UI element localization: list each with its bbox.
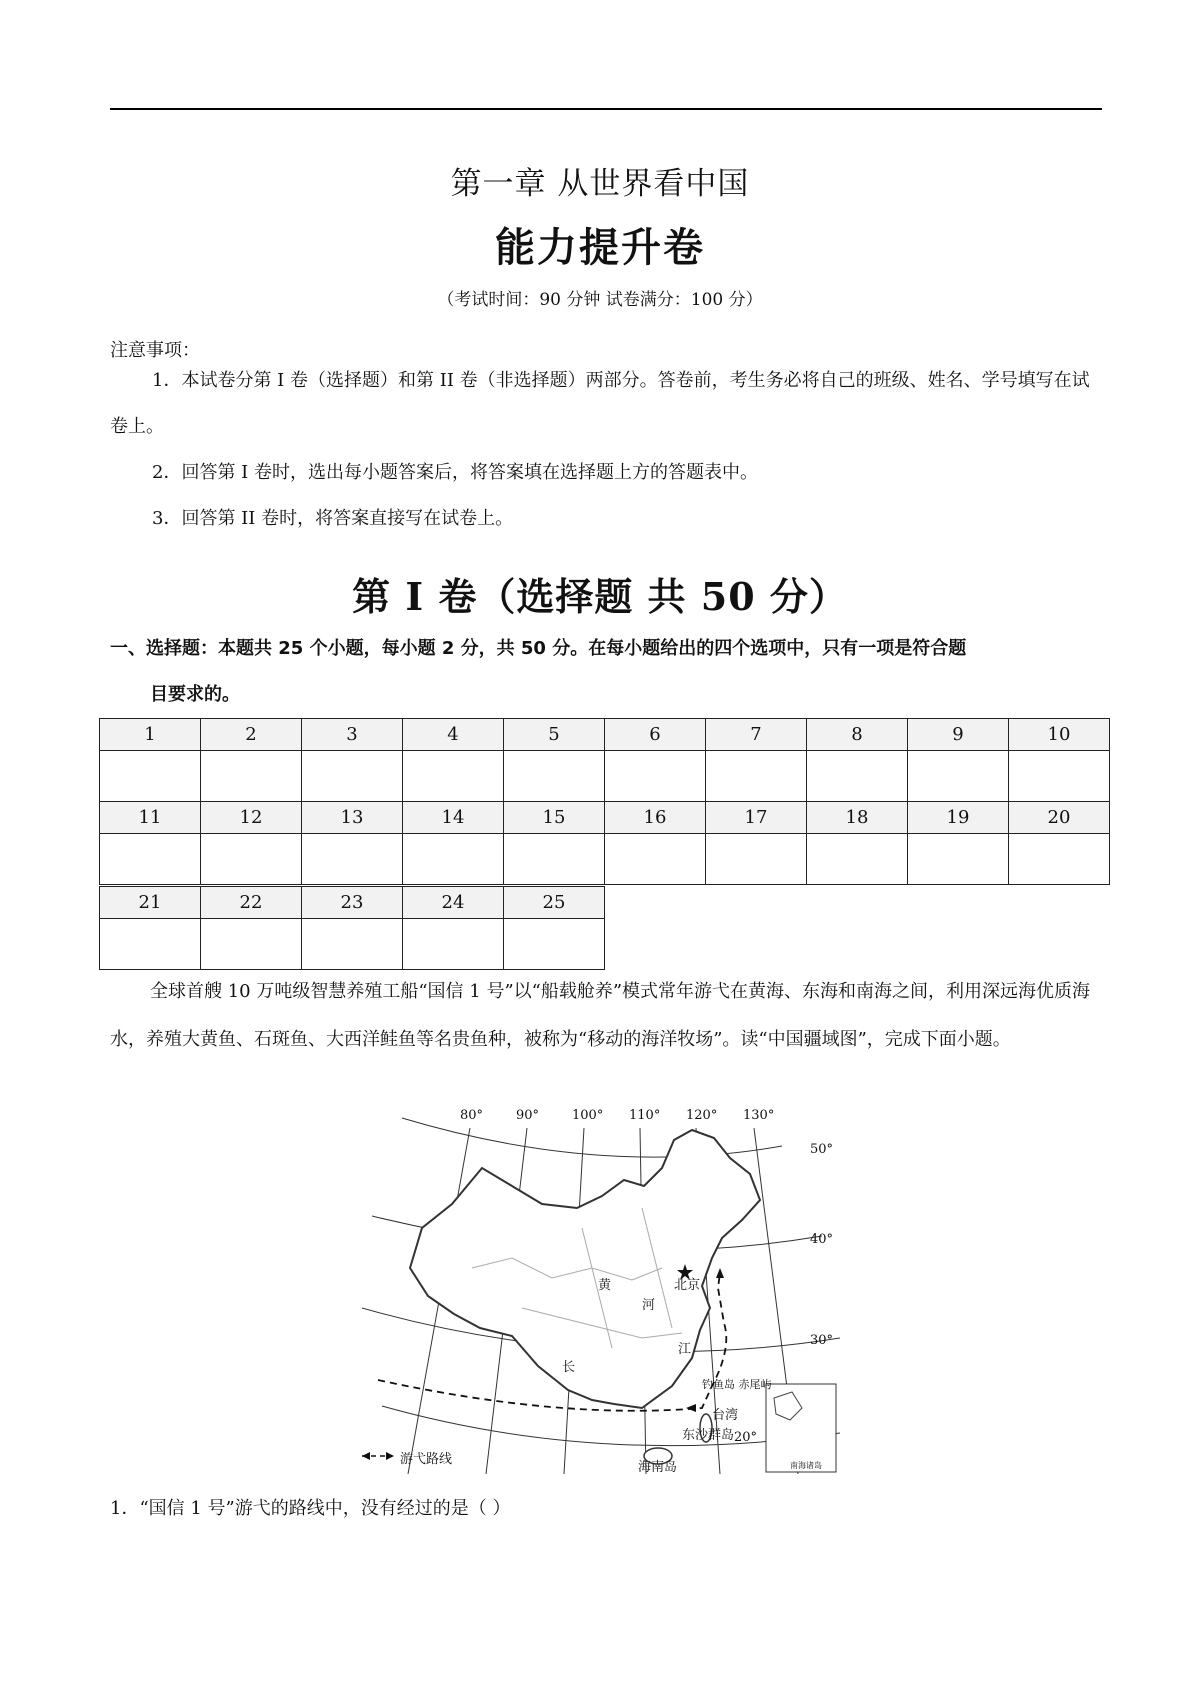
section-title: 第 I 卷（选择题 共 50 分）: [352, 574, 848, 619]
label-huang: 黄: [598, 1278, 612, 1293]
latitude-label: 40°: [810, 1232, 834, 1247]
answer-grid-2: [99, 886, 605, 970]
label-dongsha: 东沙群岛: [682, 1428, 735, 1443]
notice-item-3: 3．回答第 II 卷时，将答案直接写在试卷上。: [152, 508, 514, 529]
label-jiang: 江: [678, 1342, 692, 1357]
page-title: 能力提升卷: [495, 225, 705, 271]
answer-number: 9: [908, 719, 1009, 751]
answer-number: 21: [100, 887, 201, 919]
label-diaoyu: 钓鱼岛 赤尾屿: [702, 1378, 772, 1391]
question-1: 1．“国信 1 号”游弋的路线中，没有经过的是（ ）: [110, 1498, 511, 1519]
answer-cell[interactable]: [403, 919, 504, 970]
answer-cell[interactable]: [100, 919, 201, 970]
label-taiwan: 台湾: [712, 1408, 739, 1423]
notice-item-1: 1．本试卷分第 I 卷（选择题）和第 II 卷（非选择题）两部分。答卷前，考生务必将自己的班级、姓名、学号填写在试卷上。: [110, 370, 1090, 437]
answer-cell[interactable]: [100, 751, 201, 802]
longitude-label: 130°: [743, 1108, 775, 1123]
longitude-label: 80°: [460, 1108, 484, 1123]
answer-number: 16: [605, 802, 706, 834]
label-chang: 长: [562, 1360, 576, 1375]
answer-cell[interactable]: [807, 751, 908, 802]
answer-number: 2: [201, 719, 302, 751]
answer-cell[interactable]: [403, 834, 504, 885]
answer-cell[interactable]: [100, 834, 201, 885]
answer-number: 25: [504, 887, 605, 919]
top-rule: [110, 108, 1102, 110]
longitude-label: 100°: [572, 1108, 604, 1123]
answer-number: 8: [807, 719, 908, 751]
answer-cell[interactable]: [908, 751, 1009, 802]
answer-number: 11: [100, 802, 201, 834]
answer-number: 7: [706, 719, 807, 751]
label-hainan: 海南岛: [638, 1460, 678, 1475]
longitude-label: 120°: [686, 1108, 718, 1123]
answer-cell[interactable]: [403, 751, 504, 802]
question-type-instructions: 一、选择题：本题共 25 个小题，每小题 2 分，共 50 分。在每小题给出的四个选项中，只有一项是符合题 目要求的。: [110, 638, 967, 705]
answer-cell[interactable]: [201, 919, 302, 970]
answer-number: 5: [504, 719, 605, 751]
answer-cell[interactable]: [302, 751, 403, 802]
answer-cell[interactable]: [908, 834, 1009, 885]
answer-number: 10: [1009, 719, 1110, 751]
notice-item-2: 2．回答第 I 卷时，选出每小题答案后，将答案填在选择题上方的答题表中。: [152, 462, 759, 483]
latitude-label: 30°: [810, 1333, 834, 1348]
longitude-label: 90°: [516, 1108, 540, 1123]
answer-cell[interactable]: [706, 834, 807, 885]
label-he: 河: [642, 1298, 656, 1313]
answer-cell[interactable]: [504, 919, 605, 970]
answer-cell[interactable]: [605, 751, 706, 802]
answer-cell[interactable]: [807, 834, 908, 885]
answer-number: 22: [201, 887, 302, 919]
answer-number: 19: [908, 802, 1009, 834]
label-nanhai: 南海诸岛: [790, 1461, 822, 1470]
answer-number: 4: [403, 719, 504, 751]
answer-number: 20: [1009, 802, 1110, 834]
answer-number: 24: [403, 887, 504, 919]
answer-grid-1: [99, 718, 1110, 885]
answer-number: 14: [403, 802, 504, 834]
reading-passage: 全球首艘 10 万吨级智慧养殖工船“国信 1 号”以“船载舱养”模式常年游弋在黄海、东海和南海之间，利用深远海优质海水，养殖大黄鱼、石斑鱼、大西洋鲑鱼等名贵鱼种，被称为“移动的海洋牧场”。读“中国疆域图”，完成下面小题。: [110, 981, 1091, 1050]
answer-number: 12: [201, 802, 302, 834]
answer-number: 18: [807, 802, 908, 834]
label-beijing: 北京: [674, 1278, 701, 1293]
answer-cell[interactable]: [302, 834, 403, 885]
exam-info: （考试时间：90 分钟 试卷满分：100 分）: [437, 290, 763, 310]
answer-cell[interactable]: [504, 751, 605, 802]
china-territory-map: [362, 1108, 840, 1474]
answer-number: 1: [100, 719, 201, 751]
answer-cell[interactable]: [201, 751, 302, 802]
answer-cell[interactable]: [302, 919, 403, 970]
map-legend-route: 游弋路线: [400, 1452, 453, 1467]
answer-number: 3: [302, 719, 403, 751]
notice-heading: 注意事项：: [110, 340, 200, 361]
answer-number: 23: [302, 887, 403, 919]
answer-cell[interactable]: [1009, 751, 1110, 802]
latitude-label: 50°: [810, 1142, 834, 1157]
answer-cell[interactable]: [706, 751, 807, 802]
answer-cell[interactable]: [605, 834, 706, 885]
answer-number: 15: [504, 802, 605, 834]
longitude-label: 110°: [629, 1108, 661, 1123]
answer-number: 17: [706, 802, 807, 834]
answer-number: 6: [605, 719, 706, 751]
chapter-title: 第一章 从世界看中国: [450, 166, 750, 202]
latitude-label: 20°: [734, 1430, 758, 1445]
answer-cell[interactable]: [1009, 834, 1110, 885]
answer-number: 13: [302, 802, 403, 834]
answer-cell[interactable]: [201, 834, 302, 885]
answer-cell[interactable]: [504, 834, 605, 885]
